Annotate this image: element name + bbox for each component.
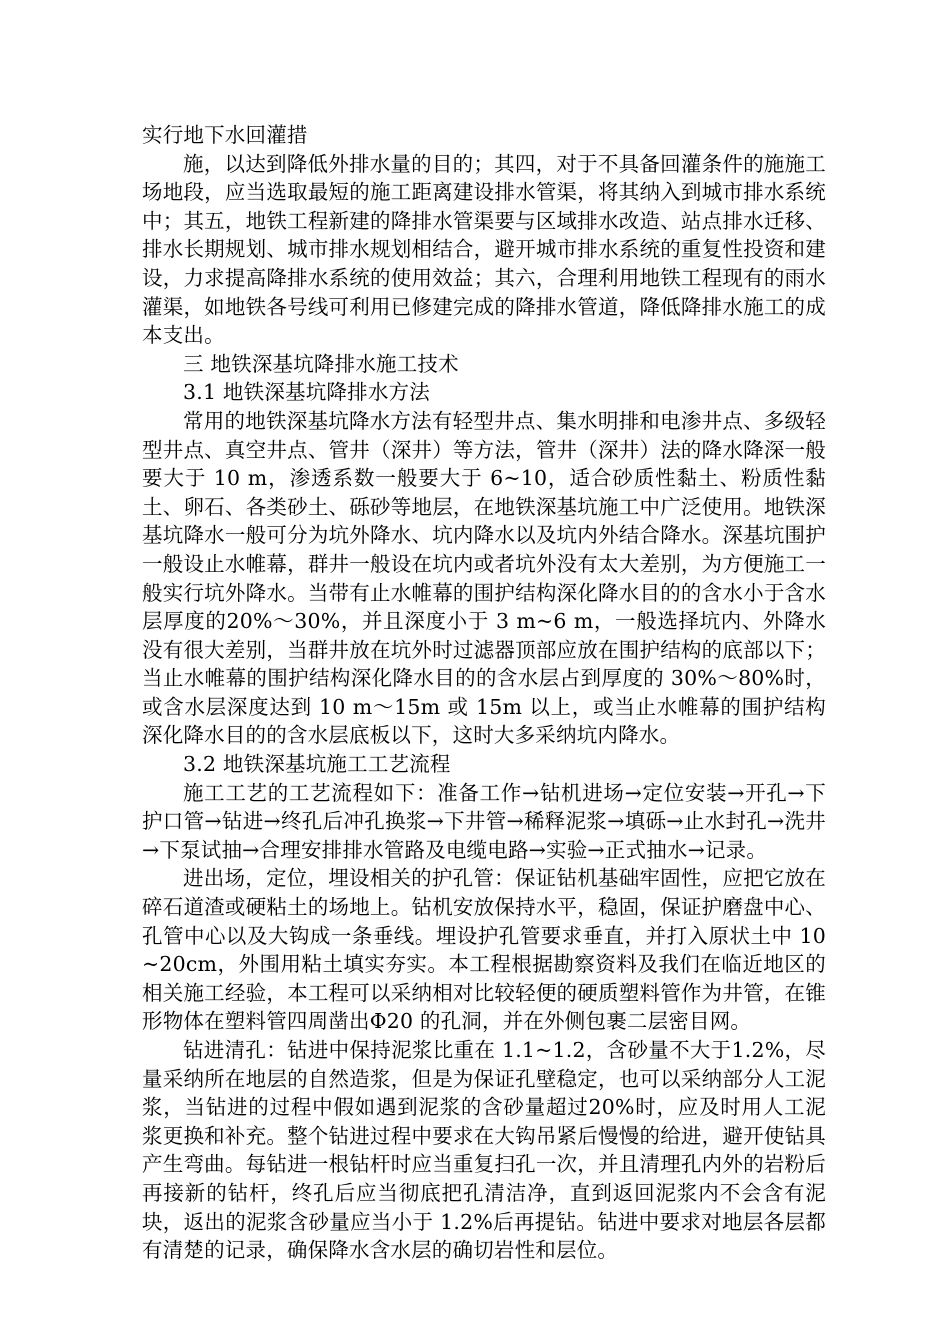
paragraph-drainage-measures: 施，以达到降低外排水量的目的；其四，对于不具备回灌条件的施施工场地段，应当选取最短的施工距离建设排水管渠，将其纳入到城市排水系统中；其五，地铁工程新建的降排水管渠要与区域排水改造、站点排水迁移、排水长期规划、城市排水规划相结合，避开城市排水系统的重复性投资和建设，力求提高降排水系统的使用效益；其六，合理利用地铁工程现有的雨水灌渠，如地铁各号线可利用已修建完成的降排水管道，降低降排水施工的成本支出。	[142, 151, 826, 348]
paragraph-process-flow: 施工工艺的工艺流程如下：准备工作→钻机进场→定位安装→开孔→下护口管→钻进→终孔后冲孔换浆→下井管→稀释泥浆→填砾→止水封孔→洗井→下泵试抽→合理安排排水管路及电缆电路→实验→正式抽水→记录。	[142, 780, 826, 862]
paragraph-dewatering-methods: 常用的地铁深基坑降水方法有轻型井点、集水明排和电渗井点、多级轻型井点、真空井点、管井（深井）等方法，管井（深井）法的降水降深一般要大于 10 m，渗透系数一般要大于 6~10，适合砂质性黏土、粉质性黏土、卵石、各类砂土、砾砂等地层，在地铁深基坑施工中广泛使用。地铁深基坑降水一般可分为坑外降水、坑内降水以及坑内外结合降水。深基坑围护一般设止水帷幕，群井一般设在坑内或者坑外没有太大差别，为方便施工一般实行坑外降水。当带有止水帷幕的围护结构深化降水目的的含水小于含水层厚度的20%～30%，并且深度小于 3 m~6 m，一般选择坑内、外降水没有很大差别，当群井放在坑外时过滤器顶部应放在围护结构的底部以下；当止水帷幕的围护结构深化降水目的的含水层占到厚度的 30%～80%时，或含水层深度达到 10 m～15m 或 15m 以上，或当止水帷幕的围护结构深化降水目的的含水层底板以下，这时大多采纳坑内降水。	[142, 408, 826, 748]
paragraph-drilling-cleaning: 钻进清孔：钻进中保持泥浆比重在 1.1~1.2，含砂量不大于1.2%，尽量采纳所在地层的自然造浆，但是为保证孔壁稳定，也可以采纳部分人工泥浆，当钻进的过程中假如遇到泥浆的含砂量超过20%时，应及时用人工泥浆更换和补充。整个钻进过程中要求在大钩吊紧后慢慢的给进，避开使钻具产生弯曲。每钻进一根钻杆时应当重复扫孔一次，并且清理孔内外的岩粉后再接新的钻杆，终孔后应当彻底把孔清洁净，直到返回泥浆内不会含有泥块，返出的泥浆含砂量应当小于 1.2%后再提钻。钻进中要求对地层各层都有清楚的记录，确保降水含水层的确切岩性和层位。	[142, 1038, 826, 1263]
document-body	[142, 121, 826, 1265]
section-heading-3: 三 地铁深基坑降排水施工技术	[183, 351, 459, 376]
subsection-heading-3-1: 3.1 地铁深基坑降排水方法	[183, 380, 430, 405]
paragraph-positioning: 进出场，定位，埋设相关的护孔管：保证钻机基础牢固性，应把它放在碎石道渣或硬粘土的场地上。钻机安放保持水平，稳固，保证护磨盘中心、孔管中心以及大钩成一条垂线。埋设护孔管要求垂直，并打入原状土中 10~20cm，外围用粘土填实夯实。本工程根据勘察资料及我们在临近地区的相关施工经验，本工程可以采纳相对比较轻便的硬质塑料管作为井管，在锥形物体在塑料管四周凿出Φ20 的孔洞，并在外侧包裹二层密目网。	[142, 866, 826, 1034]
subsection-heading-3-2: 3.2 地铁深基坑施工工艺流程	[183, 752, 451, 777]
paragraph-continuation-head: 实行地下水回灌措	[142, 123, 308, 147]
